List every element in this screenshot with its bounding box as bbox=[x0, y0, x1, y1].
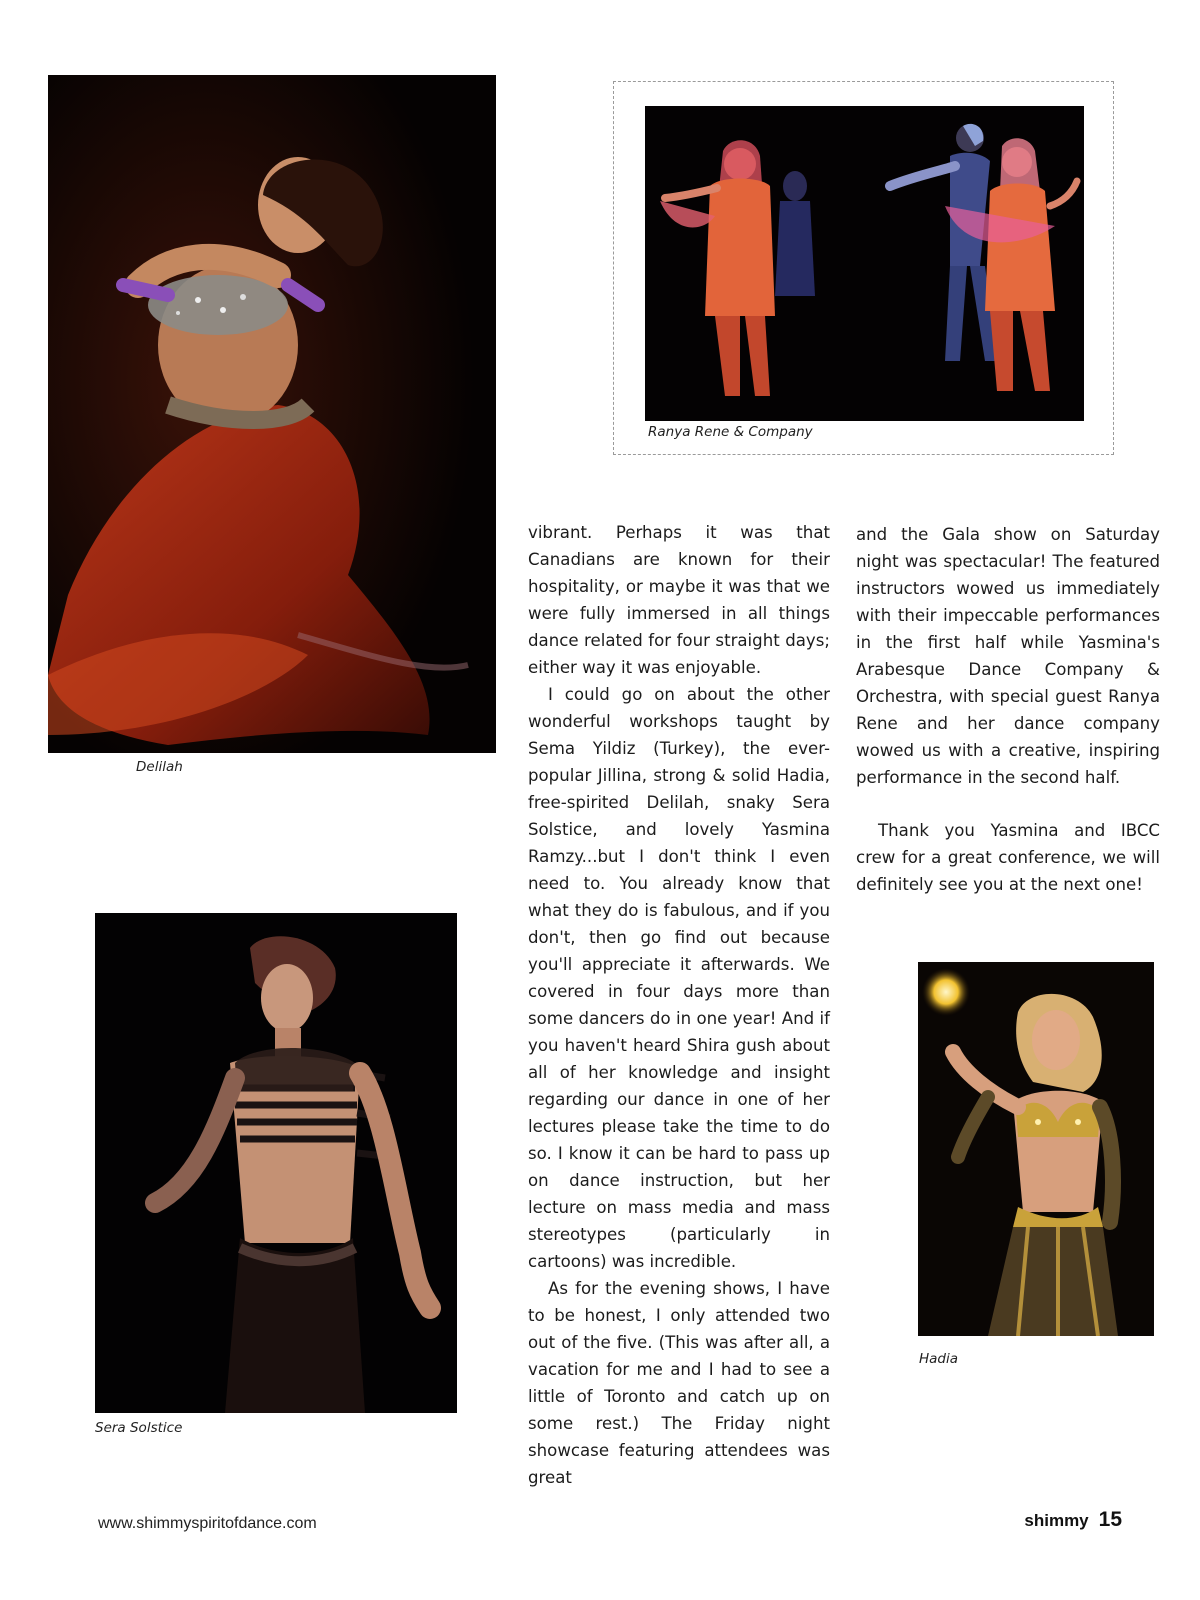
sera-solstice-image bbox=[95, 913, 457, 1413]
website-url: www.shimmyspiritofdance.com bbox=[98, 1515, 317, 1532]
caption-ranya-rene-company: Ranya Rene & Company bbox=[648, 424, 813, 440]
magazine-name: shimmy bbox=[1024, 1511, 1089, 1530]
article-paragraph: Thank you Yasmina and IBCC crew for a great conference, we will definitely see you at the next one! bbox=[856, 821, 1160, 894]
article-column-1 bbox=[528, 519, 830, 1491]
ranya-company-image bbox=[645, 106, 1084, 421]
article-paragraph: I could go on about the other wonderful workshops taught by Sema Yildiz (Turkey), the ever-popular Jillina, strong & solid Hadia, free-spirited Delilah, snaky Sera Solstice, and lovely Yasmina Ramzy...but I don't think I even need to. You already know that what they do is fabulous, and if you don't, then go find out because you'll appreciate it afterwards. We covered in four days more than some dancers do in one year! And if you haven't heard Shira gush about all of her knowledge and insight regarding our dance in one of her lectures please take the time to do so. I know it can be hard to pass up on dance instruction, but her lecture on mass media and mass stereotypes (particularly in cartoons) was incredible. bbox=[528, 685, 830, 1271]
article-paragraph: and the Gala show on Saturday night was spectacular! The featured instructors wowed us immediately with their impeccable performances in the first half while Yasmina's Arabesque Dance Company & Orchestra, with special guest Ranya Rene and her dance company wowed us with a creative, inspiring performance in the second half. bbox=[856, 525, 1160, 787]
article-paragraph: vibrant. Perhaps it was that Canadians are known for their hospitality, or maybe it was that we were fully immersed in all things dance related for four straight days; either way it was enjoyable. bbox=[528, 523, 830, 677]
photo-sera-solstice bbox=[95, 913, 457, 1413]
caption-sera-solstice: Sera Solstice bbox=[95, 1420, 183, 1436]
delilah-dancer-image bbox=[48, 75, 496, 753]
folio bbox=[1024, 1508, 1122, 1532]
photo-ranya-rene-company bbox=[645, 106, 1084, 421]
photo-hadia bbox=[918, 962, 1154, 1336]
caption-delilah: Delilah bbox=[136, 759, 183, 775]
article-column-2 bbox=[856, 521, 1160, 898]
hadia-image bbox=[918, 962, 1154, 1336]
caption-hadia: Hadia bbox=[919, 1351, 959, 1367]
article-paragraph: As for the evening shows, I have to be honest, I only attended two out of the five. (This was after all, a vacation for me and I had to see a little of Toronto and catch up on some rest.) The Friday night showcase featuring attendees was great bbox=[528, 1279, 830, 1487]
page-number: 15 bbox=[1098, 1508, 1122, 1531]
photo-delilah bbox=[48, 75, 496, 753]
